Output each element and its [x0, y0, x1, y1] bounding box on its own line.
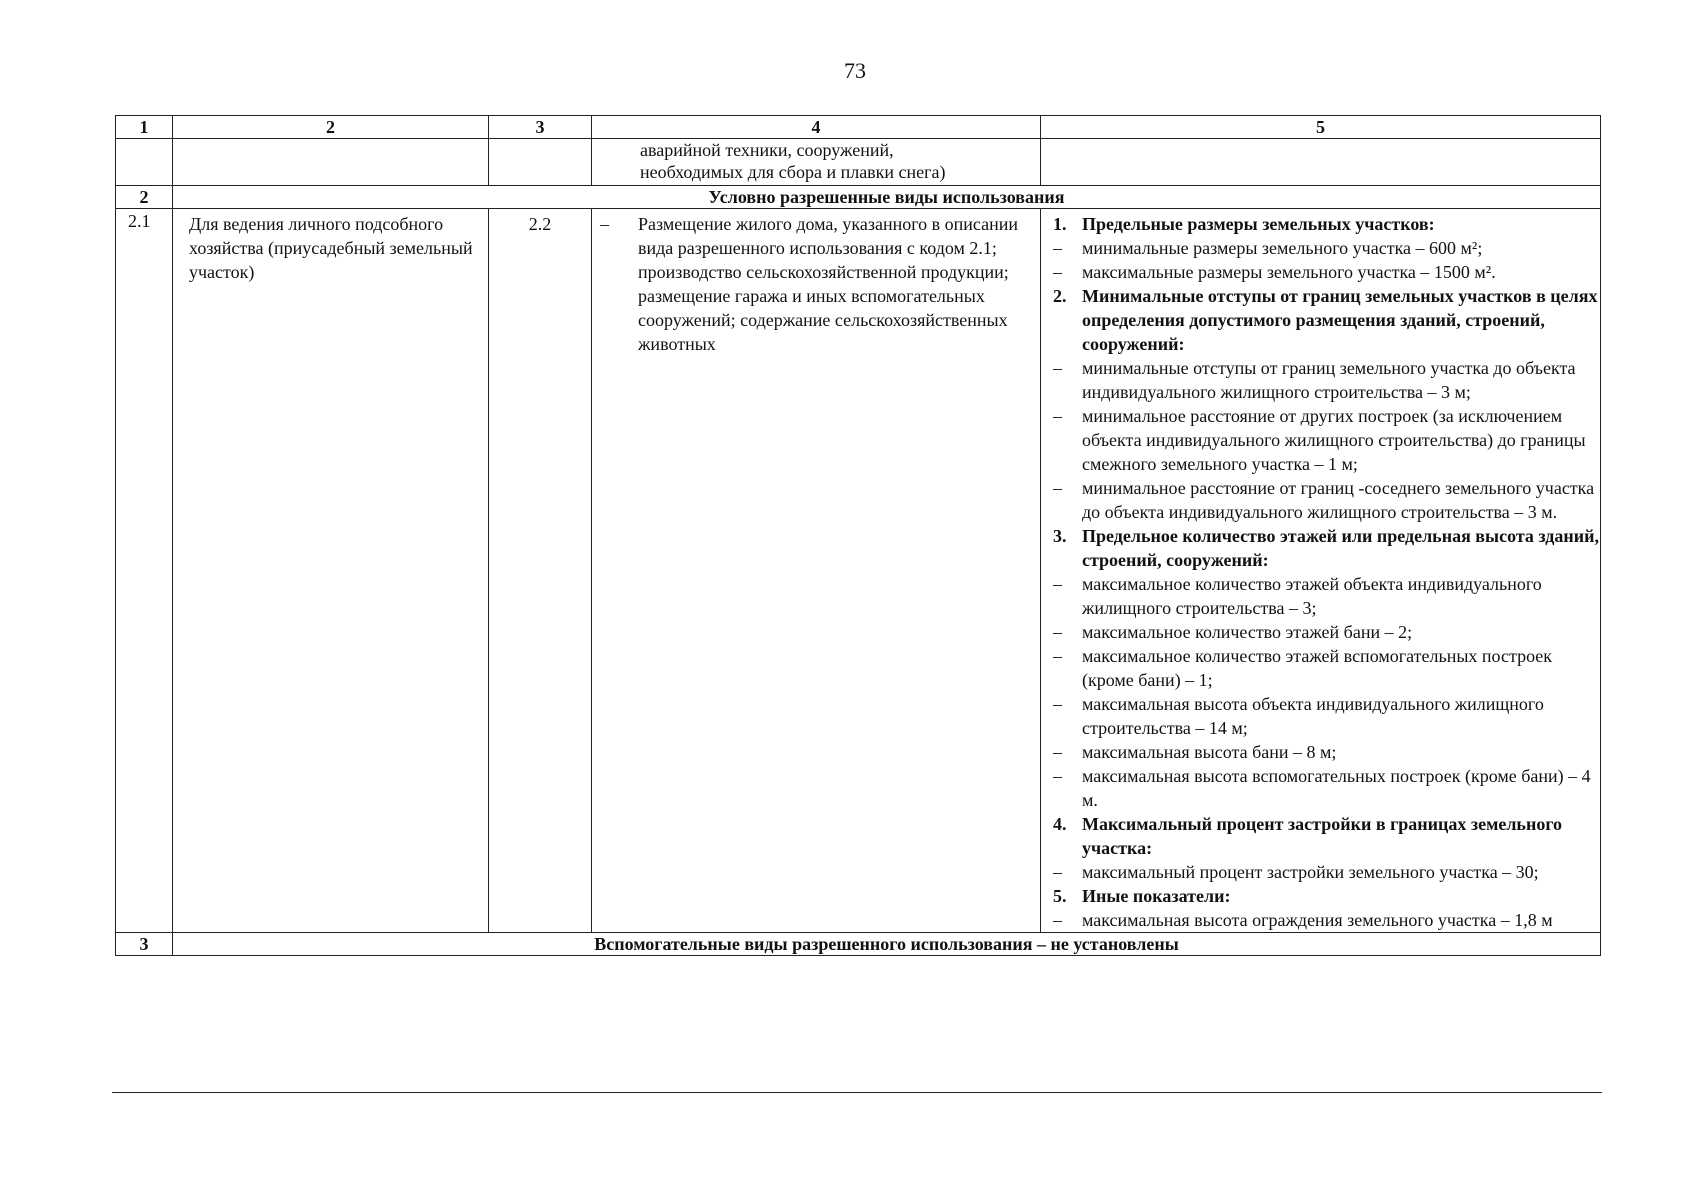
parameter-text: Максимальный процент застройки в границах земельного участка:: [1082, 814, 1563, 858]
list-marker: –: [1053, 910, 1062, 930]
list-marker: 1.: [1053, 214, 1067, 234]
list-marker: 3.: [1053, 526, 1067, 546]
section-number: 2: [116, 186, 173, 209]
parameter-item: [1053, 572, 1600, 620]
parameter-item: [1053, 260, 1600, 284]
list-marker: 5.: [1053, 886, 1067, 906]
list-marker: –: [1053, 358, 1062, 378]
zoning-table: [115, 115, 1601, 956]
column-header: 4: [592, 116, 1041, 139]
parameter-item: [1053, 764, 1600, 812]
parameter-item: [1053, 236, 1600, 260]
continued-description: [592, 139, 1041, 186]
parameter-text: максимальная высота вспомогательных построек (кроме бани) – 4 м.: [1082, 766, 1591, 810]
parameter-text: Иные показатели:: [1082, 886, 1231, 906]
continued-line: необходимых для сбора и плавки снега): [640, 162, 946, 182]
parameter-text: минимальное расстояние от других построек (за исключением объекта индивидуального жилищного строительства) до границы смежного земельного участка – 1 м;: [1082, 406, 1586, 474]
list-dash: –: [600, 214, 609, 234]
parameter-heading: [1053, 212, 1600, 236]
parameter-item: [1053, 740, 1600, 764]
list-marker: –: [1053, 622, 1062, 642]
parameter-text: максимальное количество этажей вспомогательных построек (кроме бани) – 1;: [1082, 646, 1553, 690]
column-header: 2: [173, 116, 489, 139]
parameter-heading: [1053, 884, 1600, 908]
parameter-item: [1053, 356, 1600, 404]
list-marker: –: [1053, 262, 1062, 282]
list-marker: 4.: [1053, 814, 1067, 834]
list-marker: –: [1053, 574, 1062, 594]
parameter-item: [1053, 620, 1600, 644]
parameter-text: минимальные размеры земельного участка – 600 м²;: [1082, 238, 1483, 258]
parameter-heading: [1053, 524, 1600, 572]
parameter-text: Минимальные отступы от границ земельных участков в целях определения допустимого размещения зданий, строений, сооружений:: [1082, 286, 1598, 354]
column-header: 3: [489, 116, 592, 139]
parameter-item: [1053, 404, 1600, 476]
section-title: Вспомогательные виды разрешенного использования – не установлены: [173, 933, 1601, 956]
list-marker: –: [1053, 742, 1062, 762]
parameter-item: [1053, 476, 1600, 524]
parameter-item: [1053, 692, 1600, 740]
list-marker: 2.: [1053, 286, 1067, 306]
parameter-text: максимальная высота ограждения земельного участка – 1,8 м: [1082, 910, 1553, 930]
continued-line: аварийной техники, сооружений,: [640, 140, 894, 160]
parameter-text: минимальные отступы от границ земельного участка до объекта индивидуального жилищного строительства – 3 м;: [1082, 358, 1576, 402]
parameter-text: Предельные размеры земельных участков:: [1082, 214, 1435, 234]
parameter-heading: [1053, 284, 1600, 356]
use-type-code: 2.2: [489, 209, 592, 933]
parameter-text: максимальный процент застройки земельного участка – 30;: [1082, 862, 1539, 882]
parameter-text: максимальное количество этажей бани – 2;: [1082, 622, 1413, 642]
column-header: 1: [116, 116, 173, 139]
section-row: [116, 933, 1601, 956]
page-number: 73: [844, 58, 866, 83]
footer-rule: [112, 1092, 1602, 1093]
parameter-item: [1053, 644, 1600, 692]
table-row: [116, 209, 1601, 933]
section-row: [116, 186, 1601, 209]
list-marker: –: [1053, 862, 1062, 882]
section-title: Условно разрешенные виды использования: [173, 186, 1601, 209]
list-marker: –: [1053, 694, 1062, 714]
row-number: 2.1: [116, 209, 173, 933]
column-header: 5: [1041, 116, 1601, 139]
continuation-row: [116, 139, 1601, 186]
parameter-text: максимальная высота объекта индивидуального жилищного строительства – 14 м;: [1082, 694, 1544, 738]
parameter-text: максимальная высота бани – 8 м;: [1082, 742, 1337, 762]
description-text: Размещение жилого дома, указанного в описании вида разрешенного использования с кодом 2.1; производство сельскохозяйственной продукции; размещение гаража и иных вспомогательных сооружений; содержание сельскохозяйственных животных: [638, 214, 1019, 354]
parameter-text: Предельное количество этажей или предельная высота зданий, строений, сооружений:: [1082, 526, 1600, 570]
list-marker: –: [1053, 766, 1062, 786]
parameters-list: [1053, 212, 1600, 932]
parameters-cell: [1041, 209, 1601, 933]
parameter-text: максимальное количество этажей объекта индивидуального жилищного строительства – 3;: [1082, 574, 1542, 618]
use-type-description: [592, 209, 1041, 933]
list-marker: –: [1053, 406, 1062, 426]
section-number: 3: [116, 933, 173, 956]
parameter-heading: [1053, 812, 1600, 860]
use-type-name: Для ведения личного подсобного хозяйства (приусадебный земельный участок): [173, 209, 489, 933]
parameter-text: минимальное расстояние от границ -соседнего земельного участка до объекта индивидуального жилищного строительства – 3 м.: [1082, 478, 1595, 522]
parameter-text: максимальные размеры земельного участка – 1500 м².: [1082, 262, 1496, 282]
column-number-row: [116, 116, 1601, 139]
parameter-item: [1053, 860, 1600, 884]
list-marker: –: [1053, 238, 1062, 258]
list-marker: –: [1053, 646, 1062, 666]
parameter-item: [1053, 908, 1600, 932]
list-marker: –: [1053, 478, 1062, 498]
